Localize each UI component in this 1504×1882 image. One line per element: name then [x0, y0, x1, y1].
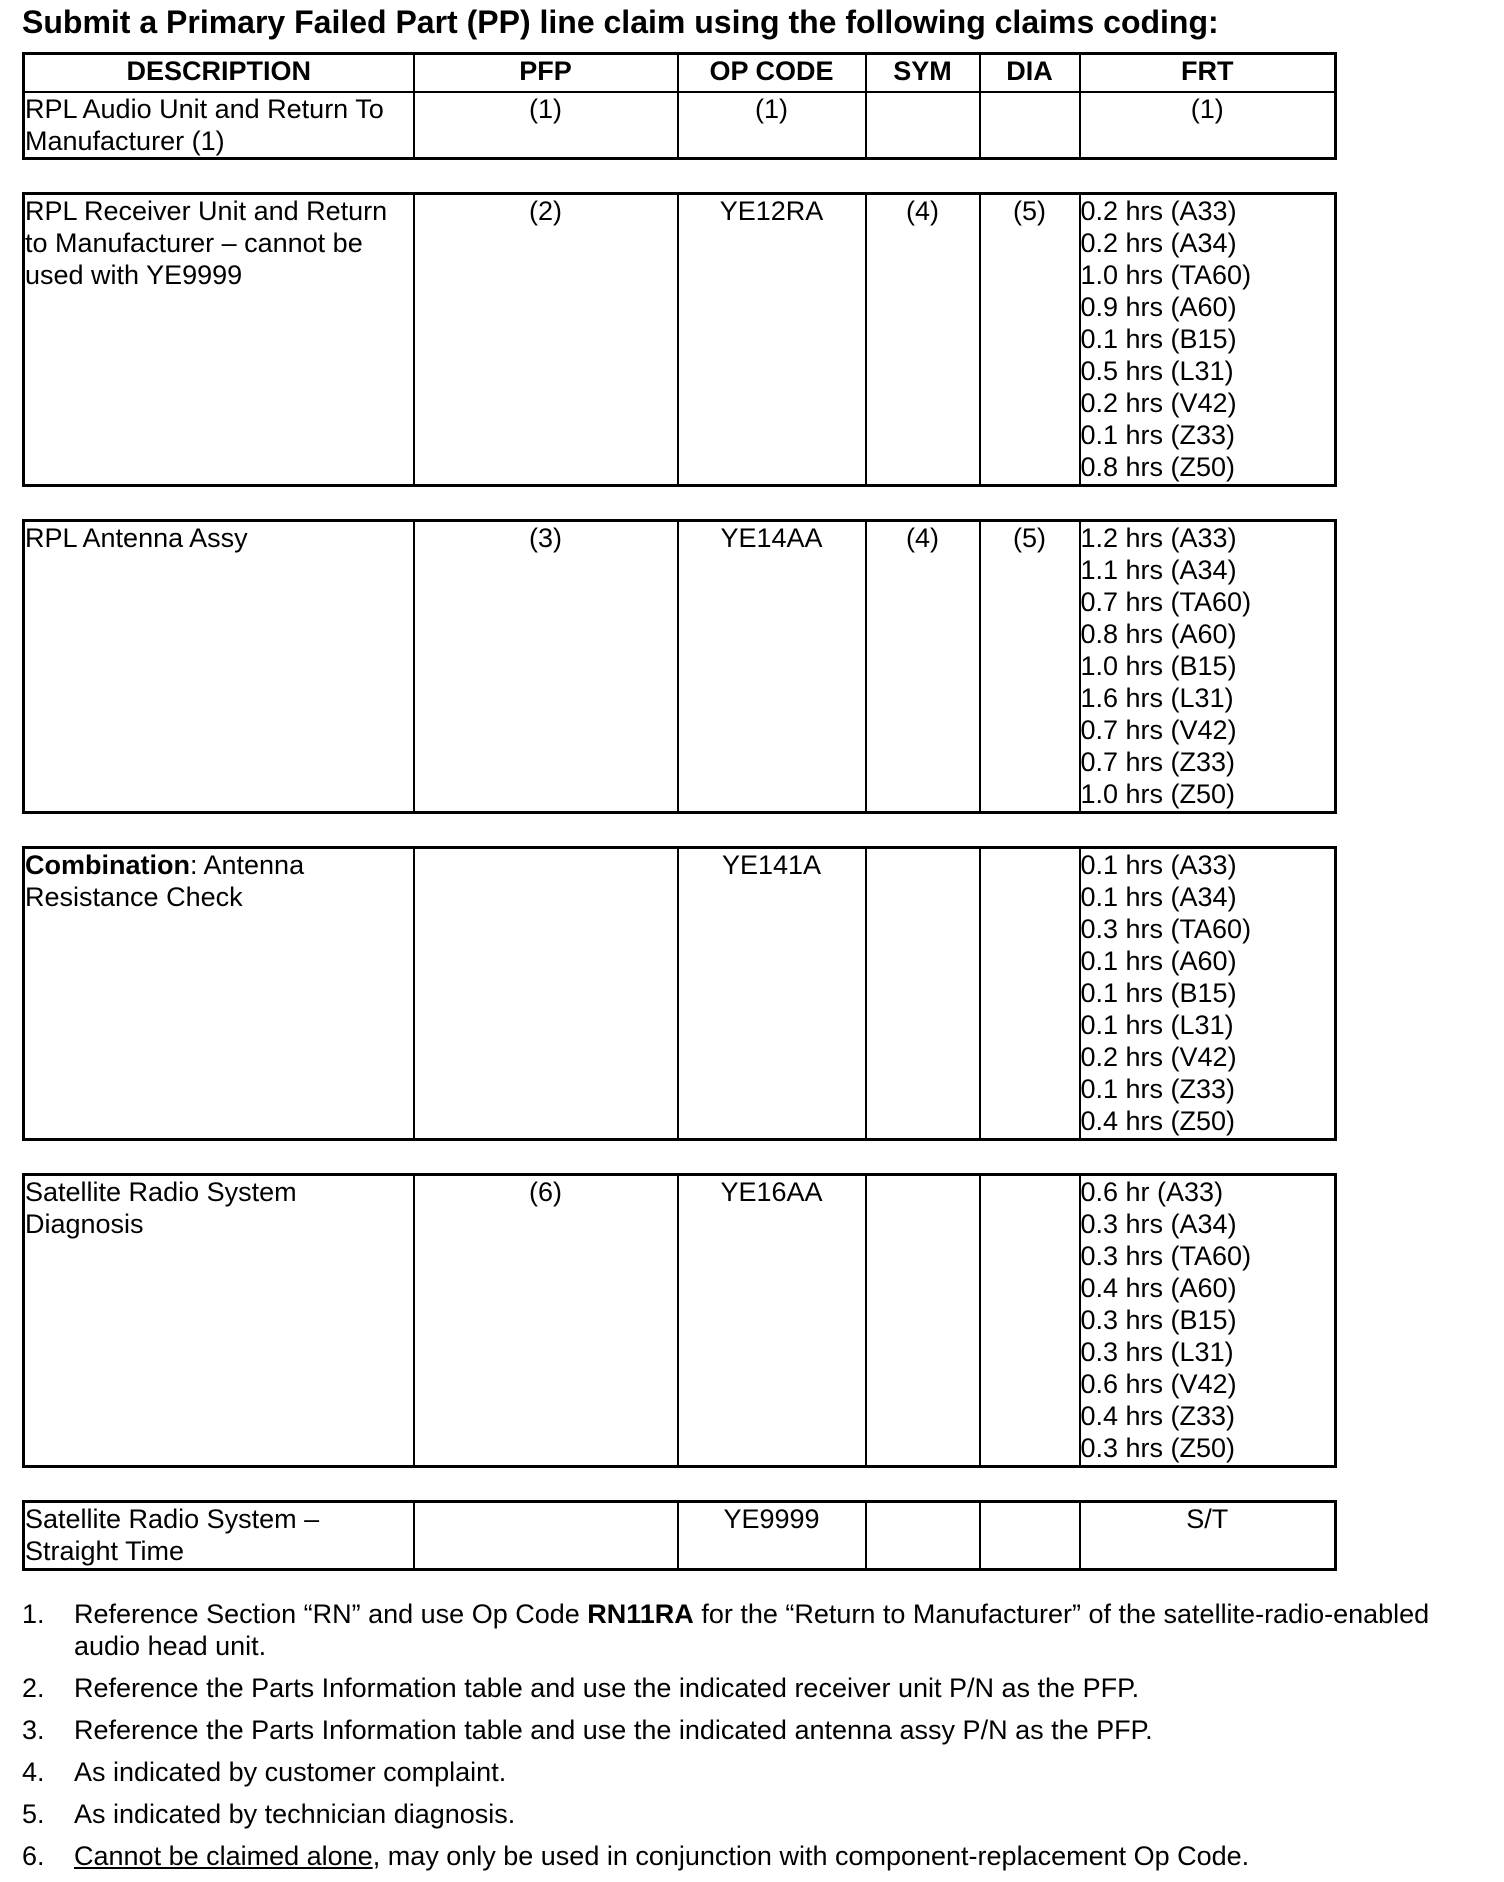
row-description: Satellite Radio System – Straight Time: [24, 1502, 414, 1570]
row-op-code: YE12RA: [678, 194, 866, 486]
row-dia: [980, 92, 1080, 159]
row-dia: [980, 1175, 1080, 1467]
row-dia: (5): [980, 194, 1080, 486]
row-pfp: (1): [414, 92, 678, 159]
frt-line: 0.2 hrs (V42): [1080, 1042, 1237, 1072]
frt-line: 0.4 hrs (Z33): [1080, 1401, 1236, 1431]
frt-line: 0.3 hrs (Z50): [1080, 1433, 1236, 1463]
frt-line: 1.6 hrs (L31): [1080, 683, 1234, 713]
row-pfp: (6): [414, 1175, 678, 1467]
row-op-code: YE16AA: [678, 1175, 866, 1467]
row-op-code: (1): [678, 92, 866, 159]
row-dia: [980, 1502, 1080, 1570]
frt-line: 1.0 hrs (Z50): [1080, 779, 1236, 809]
frt-line: 0.7 hrs (TA60): [1080, 587, 1252, 617]
row-pfp: [414, 848, 678, 1140]
frt-line: 0.1 hrs (Z33): [1080, 420, 1236, 450]
footnote: 3. Reference the Parts Information table and use the indicated antenna assy P/N as the PFP.: [22, 1715, 1153, 1745]
row-op-code: YE9999: [678, 1502, 866, 1570]
footnote: 2. Reference the Parts Information table and use the indicated receiver unit P/N as the PFP.: [22, 1673, 1140, 1703]
table-row: [24, 194, 1336, 486]
table-row: [24, 1502, 1336, 1570]
frt-line: 0.1 hrs (L31): [1080, 1010, 1234, 1040]
row-description: Combination: Antenna Resistance Check: [24, 848, 414, 1140]
frt-line: 0.3 hrs (TA60): [1080, 1241, 1252, 1271]
frt-line: 0.3 hrs (B15): [1080, 1305, 1237, 1335]
row-sym: [866, 92, 980, 159]
row-frt: (1): [1080, 92, 1336, 159]
row-sym: [866, 1502, 980, 1570]
frt-line: 0.6 hrs (V42): [1080, 1369, 1237, 1399]
frt-line: 0.1 hrs (B15): [1080, 978, 1237, 1008]
header-sym: SYM: [866, 54, 980, 92]
header-row: [24, 54, 1336, 92]
claims-table-block: [22, 1500, 1337, 1571]
frt-line: 0.3 hrs (L31): [1080, 1337, 1234, 1367]
header-frt: FRT: [1080, 54, 1336, 92]
frt-line: 0.6 hr (A33): [1080, 1177, 1224, 1207]
footnote: 1. Reference Section “RN” and use Op Code RN11RA for the “Return to Manufacturer” of the satellite-radio-enabled audio head unit.: [22, 1599, 1430, 1661]
row-pfp: (2): [414, 194, 678, 486]
frt-line: 0.8 hrs (A60): [1080, 619, 1237, 649]
row-description: RPL Audio Unit and Return To Manufacturer (1): [24, 92, 414, 159]
claims-table-block: [22, 192, 1337, 487]
claims-table-block: [22, 1173, 1337, 1468]
frt-line: 0.7 hrs (V42): [1080, 715, 1237, 745]
frt-line: 1.2 hrs (A33): [1080, 523, 1237, 553]
frt-line: 0.4 hrs (A60): [1080, 1273, 1237, 1303]
row-description: Satellite Radio System Diagnosis: [24, 1175, 414, 1467]
row-dia: (5): [980, 521, 1080, 813]
row-frt: [1080, 521, 1336, 813]
frt-line: 0.1 hrs (A34): [1080, 882, 1237, 912]
header-op-code: OP CODE: [678, 54, 866, 92]
row-sym: (4): [866, 194, 980, 486]
row-frt: [1080, 848, 1336, 1140]
page-title: Submit a Primary Failed Part (PP) line claim using the following claims coding:: [22, 4, 1219, 40]
frt-line: 1.1 hrs (A34): [1080, 555, 1237, 585]
row-description: RPL Receiver Unit and Return to Manufacturer – cannot be used with YE9999: [24, 194, 414, 486]
row-op-code: YE141A: [678, 848, 866, 1140]
frt-line: 0.1 hrs (Z33): [1080, 1074, 1236, 1104]
claims-table-header: [22, 52, 1337, 160]
table-row: [24, 92, 1336, 159]
row-dia: [980, 848, 1080, 1140]
footnotes: [22, 1598, 1492, 1882]
claims-table-block: [22, 519, 1337, 814]
table-row: [24, 1175, 1336, 1467]
row-sym: [866, 848, 980, 1140]
frt-line: 0.5 hrs (L31): [1080, 356, 1234, 386]
claims-table-block: [22, 846, 1337, 1141]
frt-line: 0.7 hrs (Z33): [1080, 747, 1236, 777]
frt-line: 0.3 hrs (TA60): [1080, 914, 1252, 944]
frt-line: 1.0 hrs (B15): [1080, 651, 1237, 681]
frt-line: 0.1 hrs (A33): [1080, 850, 1237, 880]
footnote: 6. Cannot be claimed alone, may only be used in conjunction with component-replacement Op Code.: [22, 1841, 1250, 1871]
row-frt: [1080, 194, 1336, 486]
row-pfp: [414, 1502, 678, 1570]
frt-line: 0.9 hrs (A60): [1080, 292, 1237, 322]
footnote: 5. As indicated by technician diagnosis.: [22, 1799, 516, 1829]
frt-line: 1.0 hrs (TA60): [1080, 260, 1252, 290]
row-frt: S/T: [1080, 1502, 1336, 1570]
frt-line: 0.1 hrs (A60): [1080, 946, 1237, 976]
frt-line: 0.4 hrs (Z50): [1080, 1106, 1236, 1136]
footnote: 4. As indicated by customer complaint.: [22, 1757, 507, 1787]
row-sym: (4): [866, 521, 980, 813]
table-row: [24, 848, 1336, 1140]
frt-line: 0.8 hrs (Z50): [1080, 452, 1236, 482]
header-pfp: PFP: [414, 54, 678, 92]
frt-line: 0.1 hrs (B15): [1080, 324, 1237, 354]
frt-line: 0.2 hrs (A33): [1080, 196, 1237, 226]
header-description: DESCRIPTION: [24, 54, 414, 92]
row-sym: [866, 1175, 980, 1467]
row-description: RPL Antenna Assy: [24, 521, 414, 813]
frt-line: 0.2 hrs (A34): [1080, 228, 1237, 258]
frt-line: 0.2 hrs (V42): [1080, 388, 1237, 418]
row-op-code: YE14AA: [678, 521, 866, 813]
row-frt: [1080, 1175, 1336, 1467]
header-dia: DIA: [980, 54, 1080, 92]
row-pfp: (3): [414, 521, 678, 813]
frt-line: 0.3 hrs (A34): [1080, 1209, 1237, 1239]
table-row: [24, 521, 1336, 813]
